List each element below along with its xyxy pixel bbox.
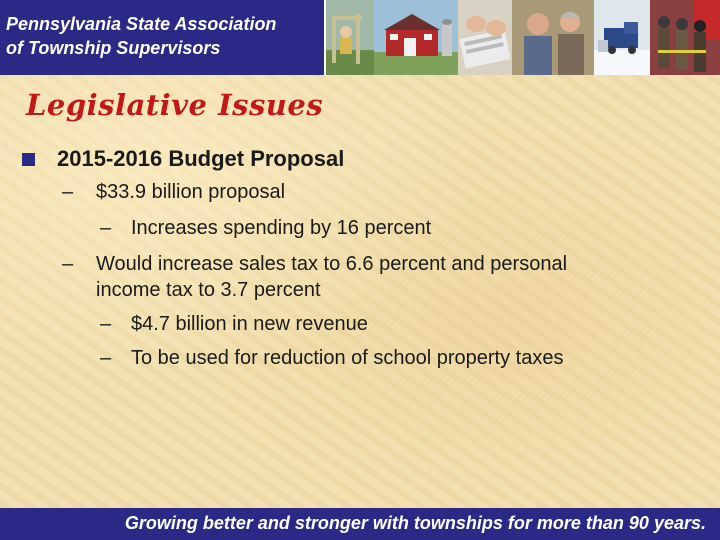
header-bar	[0, 0, 720, 75]
hands-typing-photo	[458, 0, 512, 75]
sub-sub-bullet	[100, 346, 564, 370]
red-barn-photo	[374, 0, 458, 75]
dash-marker: –	[100, 313, 112, 335]
sub-sub-bullet-text: $4.7 billion in new revenue	[131, 313, 368, 335]
snowplow-truck-photo	[594, 0, 650, 75]
main-bullet-text: 2015-2016 Budget Proposal	[57, 146, 345, 171]
sub-bullet-text-line2: income tax to 3.7 percent	[96, 279, 321, 301]
sub-sub-bullet	[100, 312, 368, 336]
dash-marker: –	[62, 181, 74, 203]
sub-sub-bullet	[100, 216, 432, 240]
dash-marker: –	[62, 253, 74, 275]
organization-name	[6, 12, 324, 60]
playground-photo	[326, 0, 374, 75]
sub-bullet	[62, 252, 568, 301]
footer-bar	[0, 508, 720, 540]
org-name-line2: of Township Supervisors	[6, 38, 221, 58]
footer-tagline: Growing better and stronger with townships for more than 90 years.	[124, 513, 706, 533]
sub-sub-bullet-text: To be used for reduction of school property taxes	[131, 347, 564, 369]
firefighters-photo	[650, 0, 720, 75]
sub-bullet-text-line1: Would increase sales tax to 6.6 percent and personal	[96, 253, 568, 275]
main-bullet	[22, 146, 344, 172]
square-bullet-icon	[22, 153, 35, 166]
township-officials-photo	[512, 0, 594, 75]
sub-bullet-text: $33.9 billion proposal	[96, 181, 286, 203]
dash-marker: –	[100, 347, 112, 369]
org-name-line1: Pennsylvania State Association	[6, 14, 277, 34]
sub-bullet	[62, 180, 286, 204]
page-title: Legislative Issues	[26, 88, 324, 122]
dash-marker: –	[100, 217, 112, 239]
header-photo-strip	[324, 0, 720, 75]
sub-sub-bullet-text: Increases spending by 16 percent	[131, 217, 432, 239]
